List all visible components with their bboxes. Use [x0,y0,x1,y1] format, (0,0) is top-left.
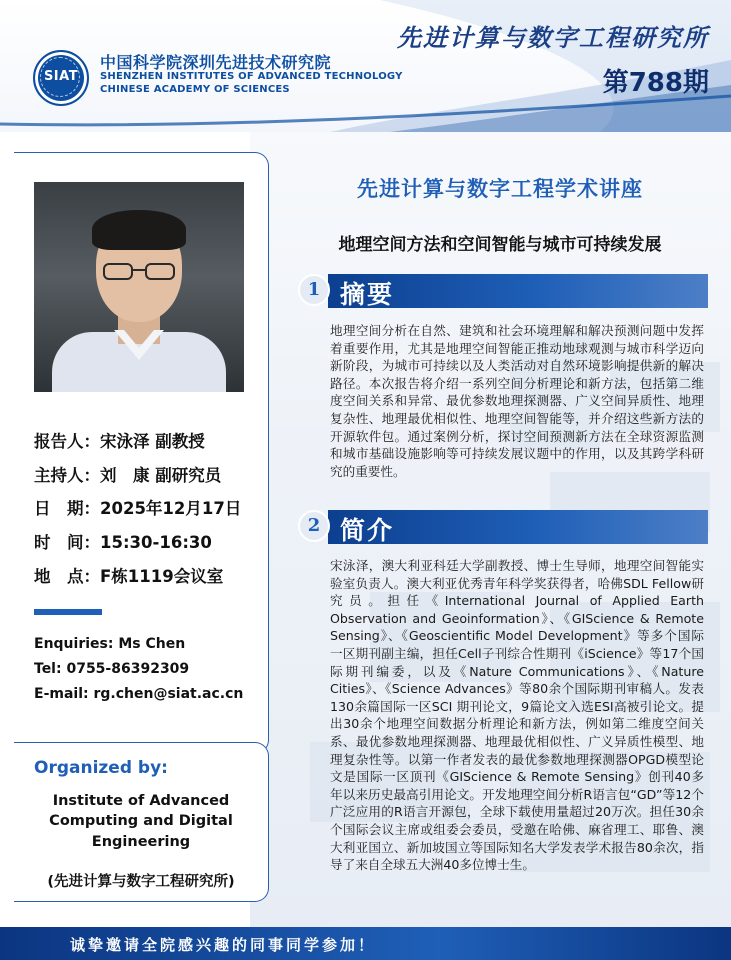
intro-text: 宋泳泽，澳大利亚科廷大学副教授、博士生导师，地理空间智能实验室负责人。澳大利亚优秀青年科学奖获得者，哈佛SDL Fellow研究员。担任《International Journal of Applied Earth Observation and Geoinformation》、《GIScience & Remote Sensing》、《Geoscientific Model Development》等多个国际一区期刊副主编，担任Cell子刊综合性期刊《iScience》等17个国际期刊编委，以及《Nature Communications》、《Nature Cities》、《Science Advances》等80余个国际期刊审稿人。发表130余篇国际一区SCI 期刊论文，9篇论文入选ESI高被引论文。提出30余个地理空间数据分析理论和新方法，例如第二维度空间关系、最优参数地理探测器、地理最优相似性、广义异质性模型、地理复杂性等。以第一作者发表的最优参数地理探测器OPGD模型论文是国际一区顶刊《GIScience & Remote Sensing》创刊40多年以来历史最高引用论文。开发地理空间分析R语言包“GD”等12个广泛应用的R语言开源包，全球下载使用量超过20万次。担任30余个国际会议主席或组委会委员，受邀在哈佛、麻省理工、耶鲁、澳大利亚国立、新加坡国立等国际知名大学发表学术报告80余次，指导了来自全球五大洲40多位博士生。 [330,558,704,873]
org-name-cn: 中国科学院深圳先进技术研究院 [100,53,332,72]
time-label: 时 间： [34,533,100,552]
reporter-row [34,428,205,452]
place-row [34,563,223,587]
institute-title: 先进计算与数字工程研究所 [397,23,709,52]
contact-enquiries: Enquiries: Ms Chen [34,636,186,652]
invitation-text: 诚挚邀请全院感兴趣的同事同学参加！ [70,936,377,954]
intro-section-number: 2 [298,510,330,542]
invitation-footer [0,927,731,960]
time-value: 15:30-16:30 [100,533,212,552]
organizer-line-1: Institute of Advanced [52,793,230,809]
reporter-label: 报告人： [34,432,100,451]
org-name-en-line1: SHENZHEN INSTITUTES OF ADVANCED TECHNOLOGY [100,71,403,82]
contact-email[interactable]: E-mail: rg.chen@siat.ac.cn [34,686,244,702]
organizer-line-3: Engineering [91,834,191,850]
poster-header [0,0,731,132]
talk-title: 地理空间方法和空间智能与城市可持续发展 [338,235,662,255]
intro-section-header [298,510,710,544]
divider-bar [34,609,102,615]
host-value: 刘 康 副研究员 [100,466,222,485]
host-label: 主持人： [34,466,100,485]
abstract-section-header [298,274,710,308]
organizer-line-2: Computing and Digital [49,813,233,829]
host-row [34,462,221,486]
reporter-value: 宋泳泽 副教授 [100,432,205,451]
glasses-icon [102,262,176,282]
siat-logo: SIAT [33,50,89,106]
date-row [34,495,241,519]
org-name-en-line2: CHINESE ACADEMY OF SCIENCES [100,84,290,95]
issue-number: 第788期 [602,68,709,98]
abstract-section-number: 1 [298,274,330,306]
place-value: F栋1119会议室 [100,567,224,586]
time-row [34,529,212,553]
abstract-section-title: 摘要 [340,280,395,309]
organizer-line-4: (先进计算与数字工程研究所) [47,874,235,890]
lecture-series-title: 先进计算与数字工程学术讲座 [357,177,643,201]
date-value: 2025年12月17日 [100,499,242,518]
organized-by-title: Organized by: [34,758,168,778]
date-label: 日 期： [34,499,100,518]
place-label: 地 点： [34,567,100,586]
intro-section-title: 简介 [340,516,395,545]
speaker-photo [34,182,244,392]
abstract-text: 地理空间分析在自然、建筑和社会环境理解和解决预测问题中发挥着重要作用，尤其是地理空间智能正推动地球观测与城市科学迈向新阶段，为城市可持续以及人类活动对自然环境影响提供新的解决路径。本次报告将介绍一系列空间分析理论和新方法，包括第二维度空间关系和异常、最优参数地理探测器、广义空间异质性、地理复杂性、地理最优相似性、地理空间智能等，并介绍这些新方法的开源软件包。通过案例分析，探讨空间预测新方法在全球资源监测和城市基础设施影响等可持续发展议题中的作用，以及其跨学科研究的重要性。 [330,323,704,479]
contact-tel: Tel: 0755-86392309 [34,661,190,677]
